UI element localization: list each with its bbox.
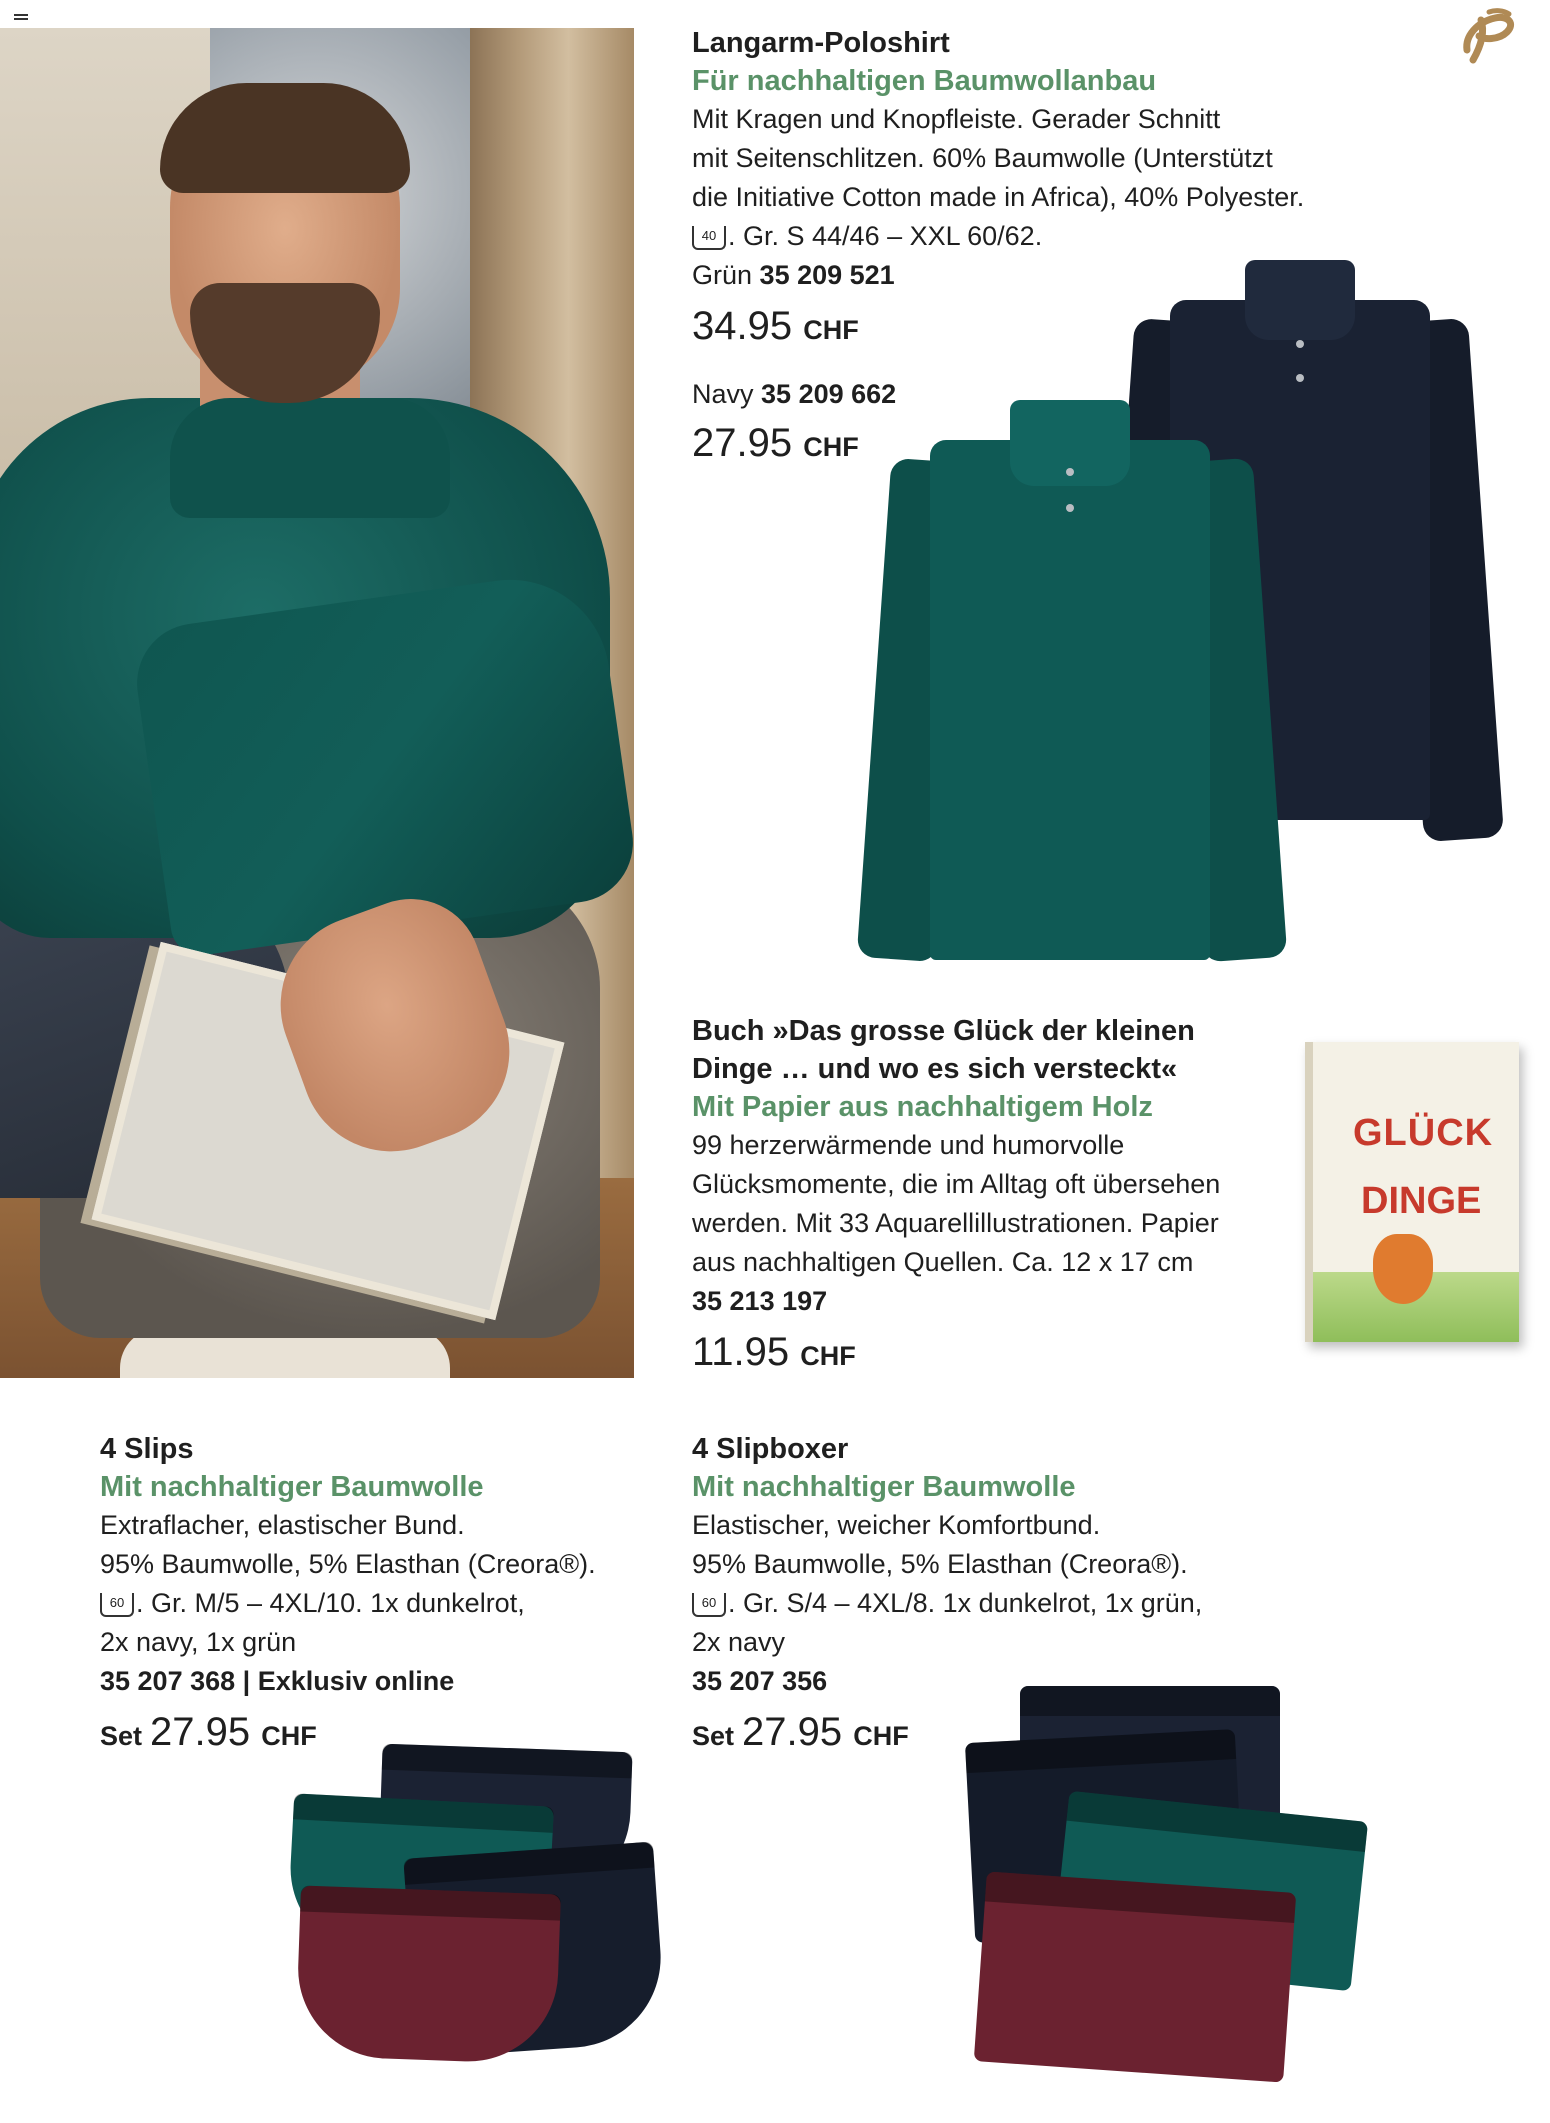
wash-60-icon: 60 [100, 1593, 134, 1617]
book-desc-line1: 99 herzerwärmende und humorvolle [692, 1130, 1125, 1160]
book-product-block [692, 1012, 1292, 1381]
sku-value: 35 207 356 [692, 1666, 828, 1696]
slipboxer-subtitle: Mit nachhaltiger Baumwolle [692, 1471, 1076, 1503]
set-label: Set [100, 1721, 143, 1751]
book-price [692, 1327, 1292, 1381]
polo-sizes-text: . Gr. S 44/46 – XXL 60/62. [728, 221, 1043, 251]
book-desc-line3: werden. Mit 33 Aquarellillustrationen. Papier [692, 1208, 1219, 1238]
book-title-line2: Dinge … und wo es sich versteckt« [692, 1053, 1178, 1085]
polo-desc-line2: mit Seitenschlitzen. 60% Baumwolle (Unterstützt [692, 143, 1273, 173]
cover-word-glueck: GLÜCK [1353, 1112, 1494, 1154]
book-sku [692, 1282, 1292, 1321]
polo-title: Langarm-Poloshirt [692, 27, 950, 59]
green-polo-image [870, 400, 1270, 960]
slips-product-block [100, 1430, 660, 1761]
price-value: 11.95 [692, 1330, 790, 1374]
currency: CHF [803, 432, 859, 462]
book-title-line1: Buch »Das grosse Glück der kleinen [692, 1015, 1195, 1047]
price-value: 34.95 [692, 304, 793, 348]
slips-sizes-text: . Gr. M/5 – 4XL/10. 1x dunkelrot, [136, 1588, 525, 1618]
polo-desc-line1: Mit Kragen und Knopfleiste. Gerader Schnitt [692, 104, 1221, 134]
price-value: 27.95 [742, 1710, 843, 1754]
sku-value: 35 207 368 | Exklusiv online [100, 1666, 455, 1696]
polo-sizes [692, 217, 1412, 256]
slipboxer-desc-line4: 2x navy [692, 1627, 786, 1657]
book-desc-line4: aus nachhaltigen Quellen. Ca. 12 x 17 cm [692, 1247, 1194, 1277]
variant-sku: 35 209 521 [759, 260, 895, 290]
slips-sku [100, 1662, 660, 1701]
currency: CHF [261, 1721, 317, 1751]
price-value: 27.95 [150, 1710, 251, 1754]
slipboxer-desc-line1: Elastischer, weicher Komfortbund. [692, 1510, 1101, 1540]
slipboxer-desc-line2: 95% Baumwolle, 5% Elasthan (Creora®). [692, 1549, 1188, 1579]
slips-desc-line2: 95% Baumwolle, 5% Elasthan (Creora®). [100, 1549, 596, 1579]
slips-image [290, 1740, 670, 2060]
set-label: Set [692, 1721, 735, 1751]
variant-color: Grün [692, 260, 753, 290]
slips-title: 4 Slips [100, 1433, 194, 1465]
slips-subtitle: Mit nachhaltiger Baumwolle [100, 1471, 484, 1503]
book-cover-image [1305, 1042, 1519, 1342]
sku-value: 35 213 197 [692, 1286, 828, 1316]
fox-illustration [1373, 1234, 1433, 1304]
menu-icon[interactable] [14, 14, 28, 24]
slipboxer-title: 4 Slipboxer [692, 1433, 849, 1465]
price-value: 27.95 [692, 421, 793, 465]
cover-word-dinge: DINGE [1361, 1180, 1482, 1222]
currency: CHF [800, 1341, 856, 1371]
slips-desc-line4: 2x navy, 1x grün [100, 1627, 297, 1657]
currency: CHF [853, 1721, 909, 1751]
book-subtitle: Mit Papier aus nachhaltigem Holz [692, 1091, 1153, 1123]
lifestyle-photo [0, 28, 634, 1378]
book-desc-line2: Glücksmomente, die im Alltag oft übersehen [692, 1169, 1221, 1199]
variant-color: Navy [692, 379, 754, 409]
slipboxer-image [960, 1686, 1370, 2086]
polo-subtitle: Für nachhaltigen Baumwollanbau [692, 65, 1157, 97]
wash-60-icon: 60 [692, 1593, 726, 1617]
variant-sku: 35 209 662 [761, 379, 897, 409]
slips-desc-line1: Extraflacher, elastischer Bund. [100, 1510, 465, 1540]
polo-desc-line3: die Initiative Cotton made in Africa), 40% Polyester. [692, 182, 1305, 212]
currency: CHF [803, 315, 859, 345]
slipboxer-sizes-text: . Gr. S/4 – 4XL/8. 1x dunkelrot, 1x grün, [728, 1588, 1203, 1618]
slipboxer-desc-line3 [692, 1584, 1312, 1623]
wash-40-icon: 40 [692, 226, 726, 250]
brand-logo-icon [1455, 6, 1521, 66]
slips-desc-line3 [100, 1584, 660, 1623]
